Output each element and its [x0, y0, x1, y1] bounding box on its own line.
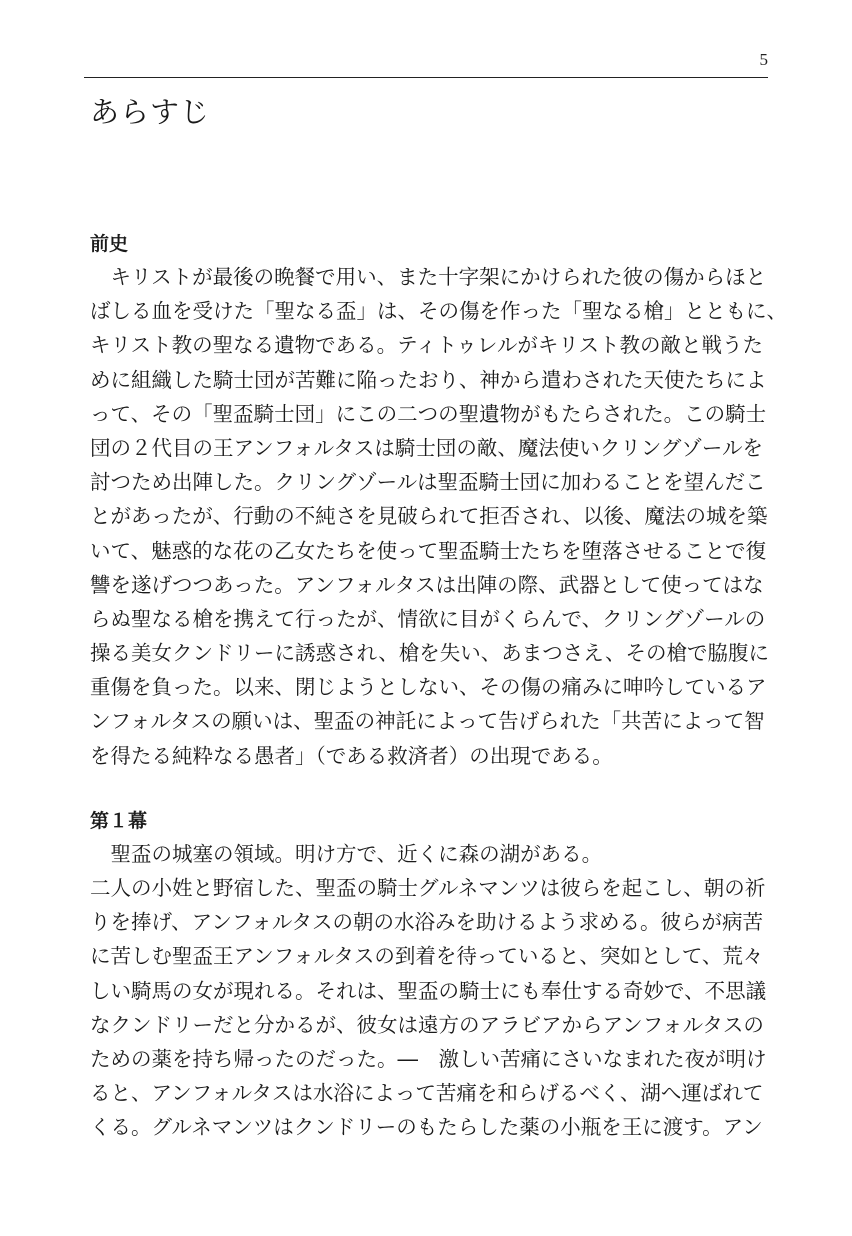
text-line: とがあったが、行動の不純さを見破られて拒否され、以後、魔法の城を築: [90, 504, 768, 529]
header-rule: [84, 77, 768, 78]
text-line: りを捧げ、アンフォルタスの朝の水浴みを助けるよう求める。彼らが病苦: [90, 910, 764, 935]
text-line: ると、アンフォルタスは水浴によって苦痛を和らげるべく、湖へ運ばれて: [90, 1081, 764, 1106]
text-line: 討つため出陣した。クリングゾールは聖盃騎士団に加わることを望んだこ: [90, 470, 766, 495]
text-line: キリストが最後の晩餐で用い、また十字架にかけられた彼の傷からほと: [90, 265, 767, 289]
section-prehistory: [90, 228, 787, 773]
body-text: [90, 228, 787, 1145]
text-line: 団の２代目の王アンフォルタスは騎士団の敵、魔法使いクリングゾールを: [90, 435, 764, 460]
text-line: ための薬を持ち帰ったのだった。― 激しい苦痛にさいなまれた夜が明け: [90, 1046, 767, 1071]
text-line: 聖盃の城塞の領域。明け方で、近くに森の湖がある。: [90, 841, 603, 866]
text-line: に苦しむ聖盃王アンフォルタスの到着を待っていると、突如として、荒々: [90, 944, 764, 969]
text-line: ばしる血を受けた「聖なる盃」は、その傷を作った「聖なる槍」とともに、: [90, 299, 787, 324]
text-line: ンフォルタスの願いは、聖盃の神託によって告げられた「共苦によって智: [90, 709, 765, 734]
text-line: って、その「聖盃騎士団」にこの二つの聖遺物がもたらされた。この騎士: [90, 401, 767, 426]
section-act-1: [90, 805, 770, 1145]
text-line: しい騎馬の女が現れる。それは、聖盃の騎士にも奉仕する奇妙で、不思議: [90, 978, 767, 1003]
text-line: 操る美女クンドリーに誘惑され、槍を失い、あまつさえ、その槍で脇腹に: [90, 641, 769, 666]
page-number: 5: [759, 50, 768, 69]
text-line: キリスト教の聖なる遺物である。ティトゥレルがキリスト教の敵と戦うた: [90, 333, 764, 358]
text-line: 重傷を負った。以来、閉じようとしない、その傷の痛みに呻吟しているア: [90, 675, 767, 700]
text-line: めに組織した騎士団が苦難に陥ったおり、神から遣わされた天使たちによ: [90, 367, 767, 392]
text-line: 讐を遂げつつあった。アンフォルタスは出陣の際、武器として使ってはな: [90, 572, 764, 597]
section-spacer: [90, 773, 770, 805]
text-line: くる。グルネマンツはクンドリーのもたらした薬の小瓶を王に渡す。アン: [90, 1115, 763, 1140]
text-line: なクンドリーだと分かるが、彼女は遠方のアラビアからアンフォルタスの: [90, 1012, 764, 1037]
page-title: あらすじ: [90, 95, 211, 129]
text-line: を得たる純粋なる愚者」（である救済者）の出現である。: [90, 743, 613, 768]
text-line: 二人の小姓と野宿した、聖盃の騎士グルネマンツは彼らを起こし、朝の祈: [90, 876, 766, 900]
text-line: らぬ聖なる槍を携えて行ったが、情欲に目がくらんで、クリングゾールの: [90, 606, 766, 631]
section-heading: 前史: [90, 233, 129, 255]
section-heading: 第１幕: [90, 809, 148, 832]
text-line: いて、魅惑的な花の乙女たちを使って聖盃騎士たちを堕落させることで復: [90, 538, 767, 563]
